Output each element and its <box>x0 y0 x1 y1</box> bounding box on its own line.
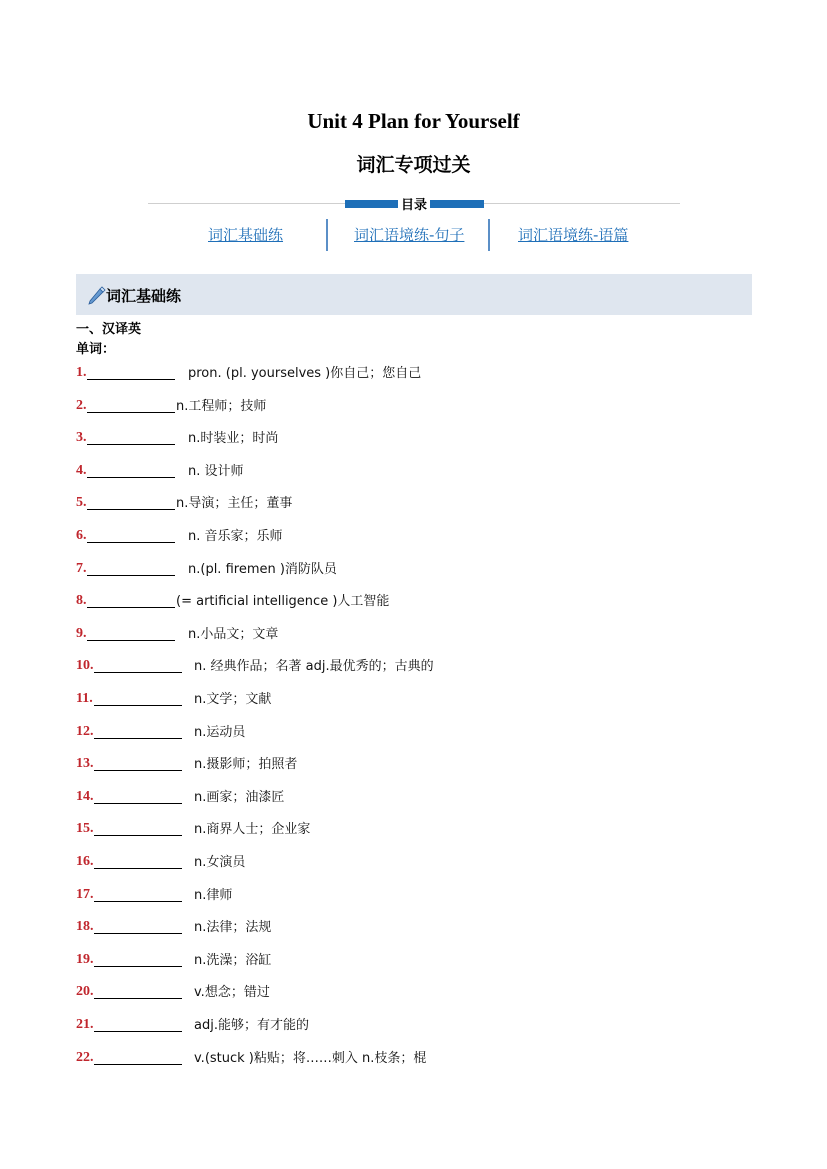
toc-separator <box>326 219 328 251</box>
list-item <box>76 526 676 546</box>
answer-blank[interactable] <box>94 770 182 771</box>
list-item <box>76 787 676 807</box>
item-definition: n.时装业；时尚 <box>188 431 279 447</box>
item-definition: adj.能够；有才能的 <box>194 1018 309 1033</box>
item-number: 4. <box>76 462 87 478</box>
answer-blank[interactable] <box>87 640 175 641</box>
item-definition: n.女演员 <box>194 855 246 870</box>
item-definition: n.律师 <box>194 887 233 903</box>
item-definition: n. 音乐家；乐师 <box>188 529 283 544</box>
item-number: 1. <box>76 365 87 380</box>
answer-blank[interactable] <box>94 705 182 706</box>
answer-blank[interactable] <box>94 868 182 869</box>
item-definition: n.摄影师；拍照者 <box>194 757 298 773</box>
answer-blank[interactable] <box>87 444 175 445</box>
answer-blank[interactable] <box>94 672 182 673</box>
toc-link-sentences[interactable]: 词汇语境练-句子 <box>354 226 465 244</box>
answer-blank[interactable] <box>94 1031 182 1032</box>
list-item <box>76 1048 676 1068</box>
item-definition: n. 设计师 <box>188 463 244 479</box>
item-number: 15. <box>76 821 94 837</box>
list-item <box>76 852 676 872</box>
item-number: 7. <box>76 560 87 576</box>
item-definition: n.运动员 <box>194 724 246 740</box>
list-item <box>76 917 676 937</box>
item-definition: n.小品文；文章 <box>188 626 279 642</box>
section-header <box>76 274 752 315</box>
answer-blank[interactable] <box>94 966 182 967</box>
list-item <box>76 950 676 970</box>
list-item <box>76 363 676 383</box>
item-definition: n.(pl. firemen )消防队员 <box>188 561 337 577</box>
page-subtitle: 词汇专项过关 <box>356 154 471 176</box>
item-number: 6. <box>76 528 87 543</box>
item-number: 16. <box>76 854 94 869</box>
list-item <box>76 461 676 481</box>
item-definition: pron. (pl. yourselves )你自己；您自己 <box>188 366 422 381</box>
item-definition: n.法律；法规 <box>194 920 272 936</box>
item-number: 18. <box>76 919 94 935</box>
sub-heading: 单词： <box>76 342 116 357</box>
list-item <box>76 722 676 742</box>
list-item <box>76 819 676 839</box>
list-item <box>76 396 676 416</box>
answer-blank[interactable] <box>87 607 175 608</box>
answer-blank[interactable] <box>94 1064 182 1065</box>
item-number: 2. <box>76 397 87 413</box>
list-item <box>76 754 676 774</box>
list-item <box>76 885 676 905</box>
answer-blank[interactable] <box>94 835 182 836</box>
answer-blank[interactable] <box>87 542 175 543</box>
answer-blank[interactable] <box>94 998 182 999</box>
section-title: 词汇基础练 <box>106 287 182 305</box>
toc-band-right <box>429 200 484 208</box>
list-item <box>76 982 676 1002</box>
list-item <box>76 428 676 448</box>
toc-link-passage[interactable]: 词汇语境练-语篇 <box>518 226 629 244</box>
item-number: 10. <box>76 658 94 674</box>
answer-blank[interactable] <box>94 738 182 739</box>
item-number: 5. <box>76 495 87 511</box>
list-item <box>76 591 676 611</box>
list-item <box>76 656 676 676</box>
list-item <box>76 624 676 644</box>
item-definition: n.导演；主任；董事 <box>176 496 293 512</box>
page-title: Unit 4 Plan for Yourself <box>307 109 520 133</box>
item-number: 20. <box>76 984 94 1000</box>
item-number: 9. <box>76 625 87 641</box>
answer-blank[interactable] <box>94 901 182 902</box>
item-definition: n.商界人士；企业家 <box>194 822 311 838</box>
part-heading: 一、汉译英 <box>76 322 142 337</box>
item-number: 21. <box>76 1017 94 1032</box>
answer-blank[interactable] <box>87 575 175 576</box>
toc-label: 目录 <box>398 194 430 213</box>
answer-blank[interactable] <box>87 412 175 413</box>
toc-separator <box>488 219 490 251</box>
item-number: 11. <box>76 691 93 706</box>
item-number: 13. <box>76 756 94 772</box>
answer-blank[interactable] <box>87 477 175 478</box>
item-definition: n. 经典作品；名著 adj.最优秀的；古典的 <box>194 659 434 675</box>
item-definition: v.想念；错过 <box>194 985 270 1001</box>
item-definition: (= artificial intelligence )人工智能 <box>176 594 390 610</box>
item-number: 12. <box>76 723 94 739</box>
list-item <box>76 493 676 513</box>
item-number: 17. <box>76 886 94 902</box>
item-number: 19. <box>76 951 94 967</box>
toc-link-basic[interactable]: 词汇基础练 <box>208 226 284 244</box>
answer-blank[interactable] <box>87 509 175 510</box>
item-definition: n.文学；文献 <box>194 692 272 707</box>
answer-blank[interactable] <box>87 379 175 380</box>
item-definition: v.(stuck )粘贴；将……刺入 n.枝条；棍 <box>194 1050 427 1066</box>
list-item <box>76 1015 676 1035</box>
item-number: 3. <box>76 430 87 446</box>
list-item <box>76 559 676 579</box>
pencil-icon <box>86 285 106 305</box>
item-number: 8. <box>76 593 87 609</box>
list-item <box>76 689 676 709</box>
item-number: 22. <box>76 1049 94 1065</box>
item-definition: n.工程师；技师 <box>176 398 267 414</box>
item-number: 14. <box>76 788 94 804</box>
answer-blank[interactable] <box>94 803 182 804</box>
toc-band-left <box>345 200 400 208</box>
item-definition: n.洗澡；浴缸 <box>194 952 272 968</box>
item-definition: n.画家；油漆匠 <box>194 789 285 805</box>
answer-blank[interactable] <box>94 933 182 934</box>
